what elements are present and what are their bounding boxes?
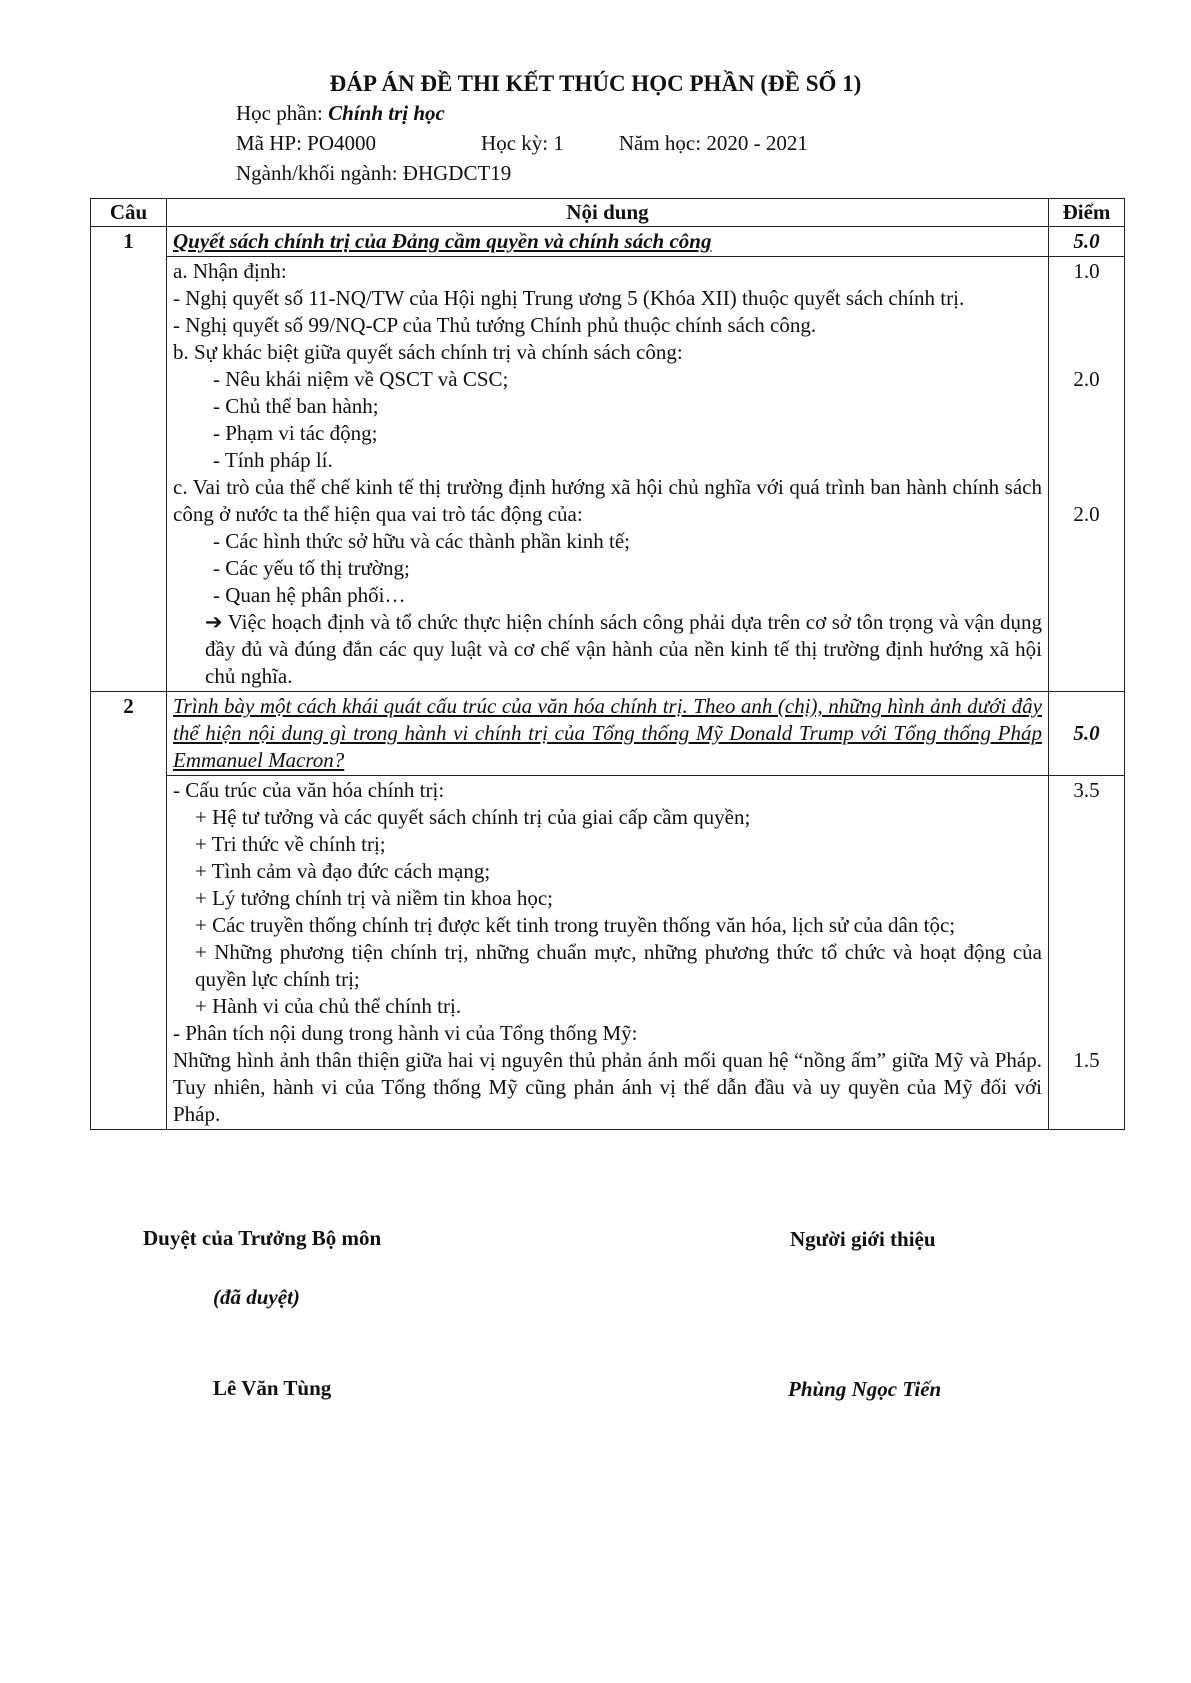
approval-note: (đã duyệt) [213, 1285, 300, 1309]
table-row [91, 257, 1125, 692]
presenter-title: Người giới thiệu [790, 1227, 936, 1251]
list-item: - Tính pháp lí. [213, 448, 333, 472]
part-b-title: b. Sự khác biệt giữa quyết sách chính trị và chính sách công: [173, 340, 683, 364]
part-a-item: - Nghị quyết số 11-NQ/TW của Hội nghị Trung ương 5 (Khóa XII) thuộc quyết sách chính trị. [173, 286, 965, 310]
part-c-score: 2.0 [1073, 502, 1100, 526]
subject-label: Học phần: [236, 101, 329, 125]
school-year: Năm học: 2020 - 2021 [618, 131, 808, 155]
part-a-score: 1.0 [1073, 259, 1100, 283]
subject-row [236, 98, 808, 128]
question-2-answer [167, 776, 1049, 1130]
table-row [91, 776, 1125, 1130]
table-header-row [91, 199, 1125, 227]
exam-meta [236, 98, 808, 188]
question-number-1: 1 [91, 227, 167, 692]
subject-value: Chính trị học [328, 101, 445, 125]
table-row [91, 227, 1125, 257]
part-c-title: c. Vai trò của thể chế kinh tế thị trường định hướng xã hội chủ nghĩa với quá trình ban hành chính sách công ở nước ta thể hiện qua vai trò tác động của: [173, 475, 1042, 526]
answer-table [90, 198, 1125, 1130]
list-item: + Hành vi của chủ thể chính trị. [195, 994, 462, 1018]
question-number-2: 2 [91, 692, 167, 1130]
list-item: - Phạm vi tác động; [213, 421, 378, 445]
question-1-part-scores [1049, 257, 1125, 692]
question-1-title: Quyết sách chính trị của Đảng cầm quyền và chính sách công [167, 227, 1049, 257]
list-item: - Các hình thức sở hữu và các thành phần kinh tế; [213, 529, 631, 553]
list-item: + Tri thức về chính trị; [195, 832, 386, 856]
major: Ngành/khối ngành: ĐHGDCT19 [236, 161, 512, 185]
list-item: + Tình cảm và đạo đức cách mạng; [195, 859, 491, 883]
semester: Học kỳ: 1 [481, 131, 564, 155]
list-item: + Các truyền thống chính trị được kết tinh trong truyền thống văn hóa, lịch sử của dân tộc; [195, 913, 956, 937]
approver-title: Duyệt của Trưởng Bộ môn [143, 1226, 382, 1250]
header-question: Câu [91, 199, 167, 227]
section-2-title: - Phân tích nội dung trong hành vi của Tổng thống Mỹ: [173, 1021, 638, 1045]
question-2-part-scores [1049, 776, 1125, 1130]
document-title: ĐÁP ÁN ĐỀ THI KẾT THÚC HỌC PHẦN (ĐỀ SỐ 1) [329, 71, 862, 96]
part-c-conclusion: ➔ Việc hoạch định và tổ chức thực hiện chính sách công phải dựa trên cơ sở tôn trọng và vận dụng đầy đủ và đúng đắn các quy luật và cơ chế vận hành của nền kinh tế thị trường định hướng xã hội chủ nghĩa. [205, 610, 1042, 688]
list-item: + Hệ tư tưởng và các quyết sách chính trị của giai cấp cầm quyền; [195, 805, 751, 829]
list-item: + Những phương tiện chính trị, những chuẩn mực, những phương thức tổ chức và hoạt động của quyền lực chính trị; [195, 940, 1042, 991]
question-2-score: 5.0 [1049, 692, 1125, 776]
approver-name: Lê Văn Tùng [213, 1376, 332, 1400]
section-2-text: Những hình ảnh thân thiện giữa hai vị nguyên thủ phản ánh mối quan hệ “nồng ấm” giữa Mỹ và Pháp. Tuy nhiên, hành vi của Tổng thống Mỹ cũng phản ánh vị thế dẫn đầu và uy quyền của Mỹ đối với Pháp. [173, 1048, 1042, 1126]
list-item: - Quan hệ phân phối… [213, 583, 406, 607]
section-2-score: 1.5 [1073, 1048, 1100, 1072]
part-b-score: 2.0 [1073, 367, 1100, 391]
header-score: Điểm [1049, 199, 1125, 227]
list-item: - Chủ thể ban hành; [213, 394, 379, 418]
question-1-score: 5.0 [1049, 227, 1125, 257]
section-1-score: 3.5 [1073, 778, 1100, 802]
part-a-title: a. Nhận định: [173, 259, 287, 283]
table-row [91, 692, 1125, 776]
list-item: - Các yếu tố thị trường; [213, 556, 410, 580]
question-2-title: Trình bày một cách khái quát cấu trúc của văn hóa chính trị. Theo anh (chị), những hình ảnh dưới đây thể hiện nội dung gì trong hành vi chính trị của Tổng thống Mỹ Donald Trump với Tổng thống Pháp Emmanuel Macron? [167, 692, 1049, 776]
header-content: Nội dung [167, 199, 1049, 227]
course-code: Mã HP: PO4000 [236, 131, 377, 155]
list-item: - Nêu khái niệm về QSCT và CSC; [213, 367, 509, 391]
presenter-name: Phùng Ngọc Tiến [788, 1377, 942, 1401]
section-1-title: - Cấu trúc của văn hóa chính trị: [173, 778, 445, 802]
code-row [236, 128, 808, 158]
part-a-item: - Nghị quyết số 99/NQ-CP của Thủ tướng Chính phủ thuộc chính sách công. [173, 313, 817, 337]
question-1-answer [167, 257, 1049, 692]
list-item: + Lý tưởng chính trị và niềm tin khoa học; [195, 886, 554, 910]
